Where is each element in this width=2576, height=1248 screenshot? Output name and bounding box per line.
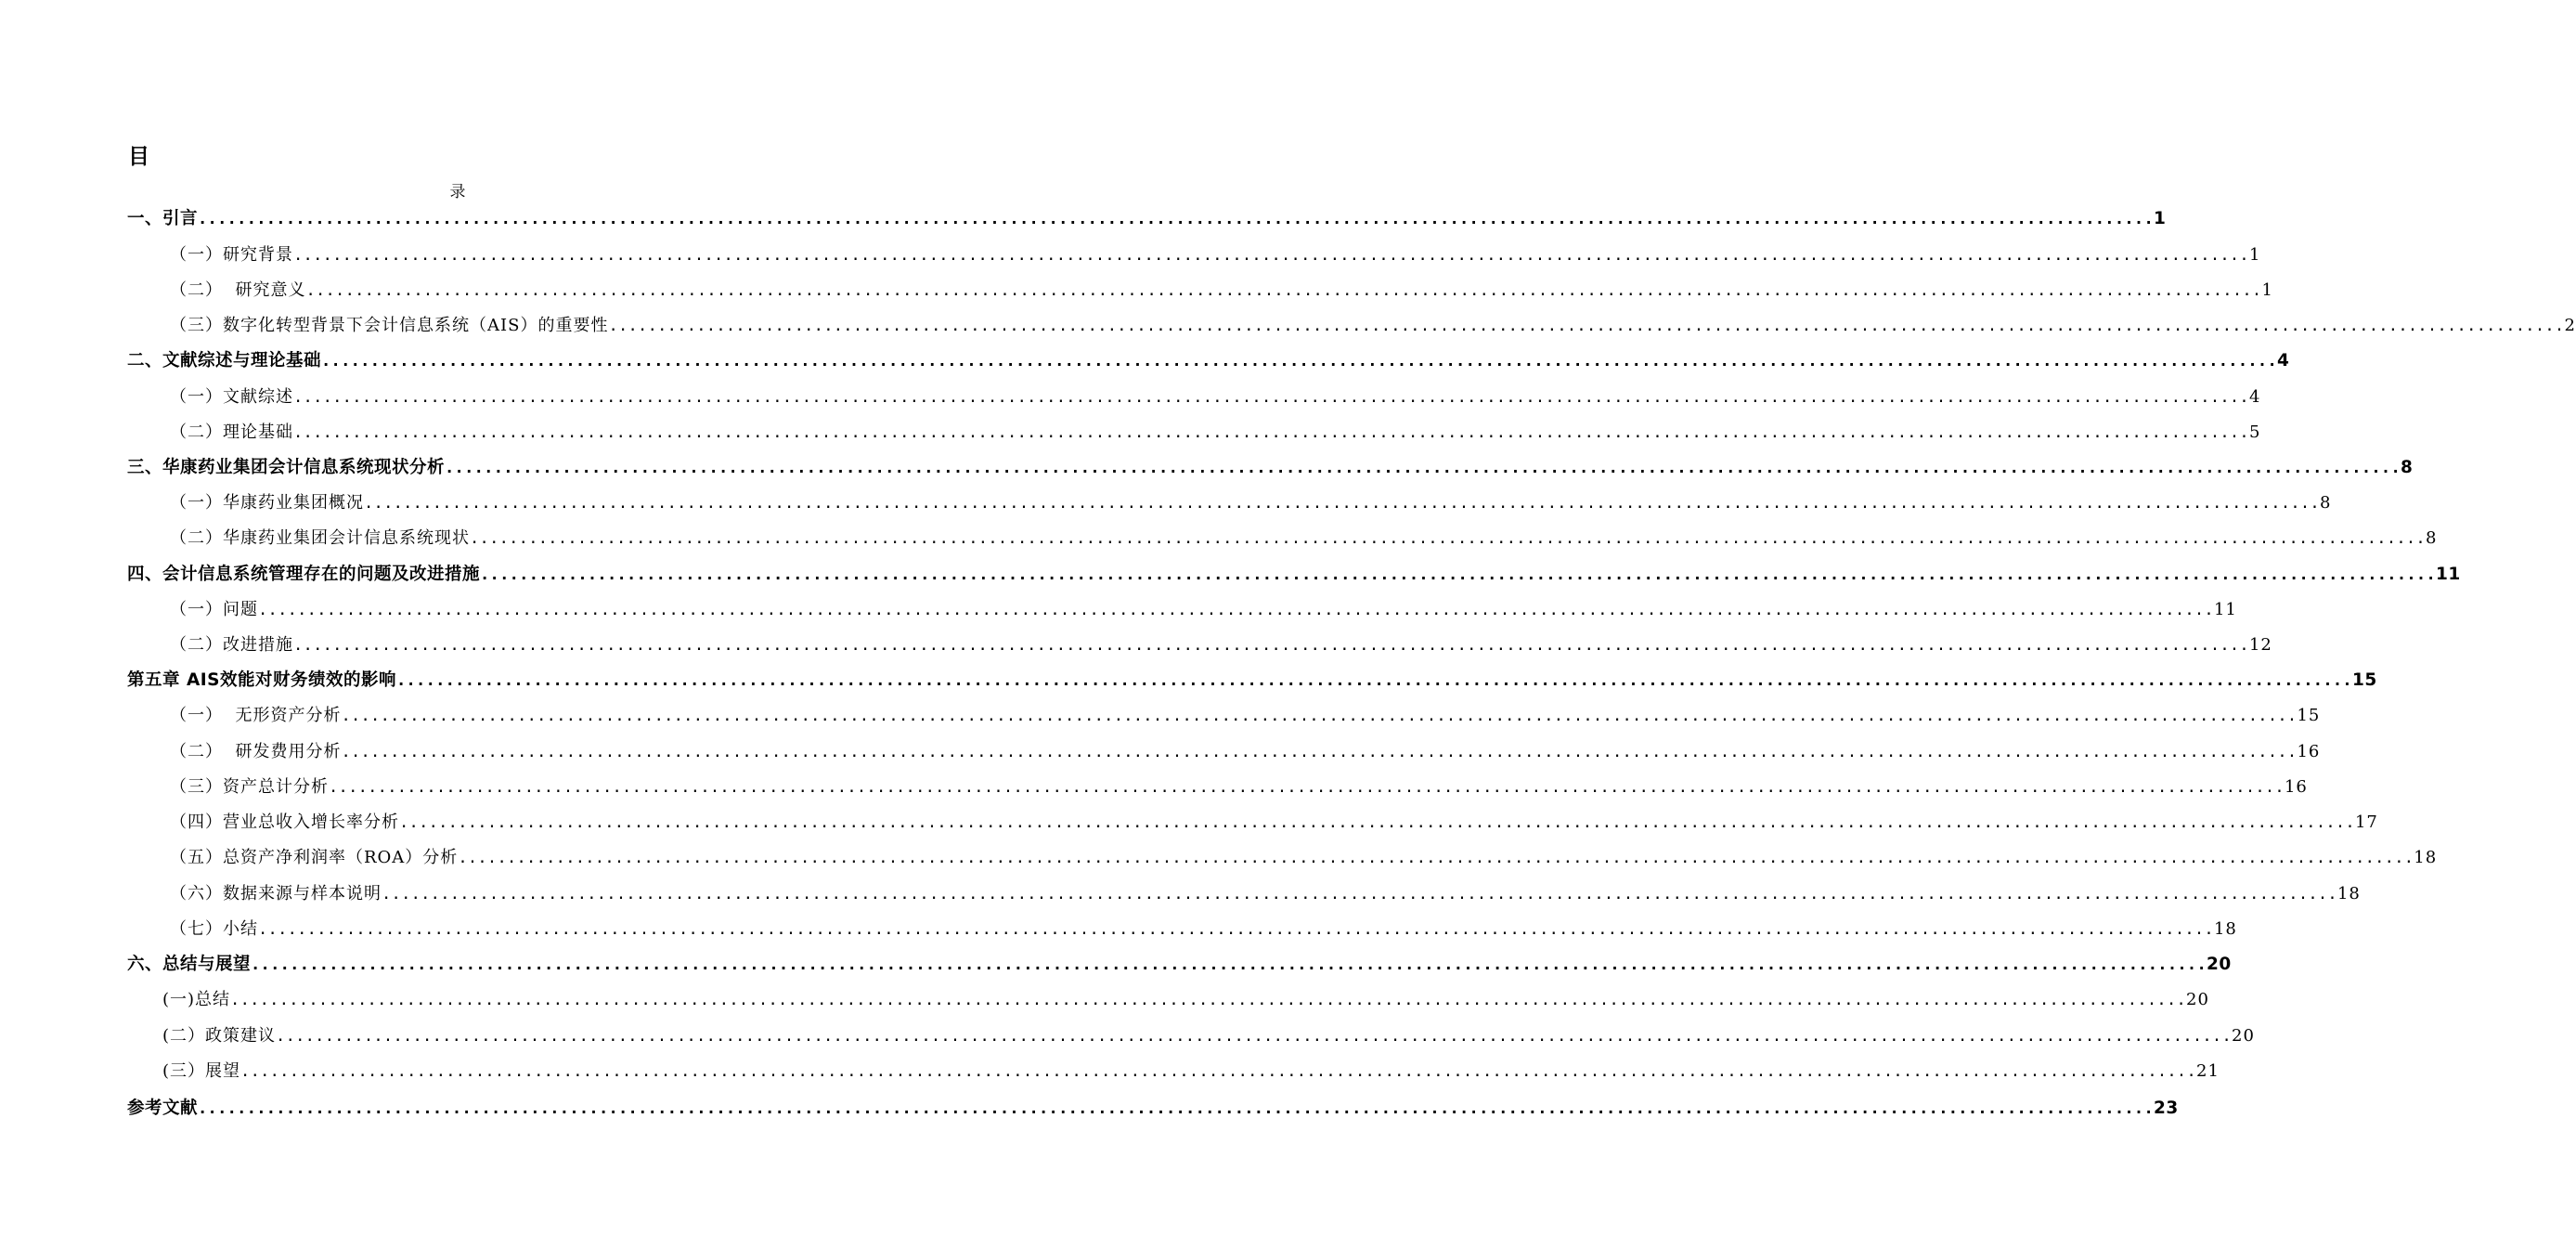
toc-entry-text: （五）总资产净利润率（ROA）分析 <box>170 848 459 867</box>
toc-entry-page: 18 <box>2337 884 2361 904</box>
toc-entry-text: （三）资产总计分析 <box>170 777 329 797</box>
dot-leader: ........................................................................................................................................................................................................ <box>399 813 2355 832</box>
toc-entry-page: 8 <box>2425 528 2438 548</box>
toc-entry-section[interactable] <box>170 313 2576 339</box>
toc-entry-page: 17 <box>2354 812 2378 832</box>
toc-entry-page: 12 <box>2248 635 2272 655</box>
toc-entry-section[interactable] <box>162 987 2209 1013</box>
toc-entry-section[interactable] <box>162 1023 2255 1049</box>
toc-entry-chapter[interactable] <box>127 952 2232 978</box>
toc-entry-page: 8 <box>2401 458 2414 477</box>
toc-entry-section[interactable] <box>170 845 2438 871</box>
toc-entry-page: 5 <box>2248 422 2261 442</box>
toc-entry-text: (一)总结 <box>162 990 231 1009</box>
toc-entry-section[interactable] <box>170 632 2272 658</box>
toc-entry-section[interactable] <box>170 703 2321 729</box>
dot-leader: ........................................................................................................................................................................................................ <box>341 707 2298 725</box>
toc-entry-page: 20 <box>2207 955 2232 974</box>
toc-entry-text: （三）数字化转型背景下会计信息系统（AIS）的重要性 <box>170 316 609 335</box>
dot-leader: ........................................................................................................................................................................................................ <box>329 778 2285 797</box>
dot-leader: ........................................................................................................................................................................................................ <box>305 281 2262 300</box>
dot-leader: ........................................................................................................................................................................................................ <box>293 246 2249 265</box>
dot-leader: ........................................................................................................................................................................................................ <box>258 601 2214 619</box>
toc-entry-text: （二）华康药业集团会计信息系统现状 <box>170 528 470 548</box>
toc-entry-page: 8 <box>2319 493 2332 513</box>
toc-entry-text: (三）展望 <box>162 1061 241 1081</box>
toc-entry-chapter[interactable] <box>127 668 2377 694</box>
dot-leader: ........................................................................................................................................................................................................ <box>198 210 2154 228</box>
toc-entry-chapter[interactable] <box>127 206 2167 232</box>
toc-entry-text: （一）文献综述 <box>170 387 293 407</box>
dot-leader: ........................................................................................................................................................................................................ <box>395 671 2352 690</box>
dot-leader: ........................................................................................................................................................................................................ <box>293 423 2249 442</box>
toc-title-part1: 目 <box>128 145 149 169</box>
toc-entry-page: 18 <box>2213 919 2237 939</box>
toc-entry-text: 四、会计信息系统管理存在的问题及改进措施 <box>127 565 481 584</box>
toc-entry-page: 1 <box>2261 280 2273 300</box>
toc-entry-section[interactable] <box>170 278 2273 304</box>
dot-leader: ........................................................................................................................................................................................................ <box>364 494 2320 513</box>
toc-entry-text: （一）研究背景 <box>170 245 293 265</box>
dot-leader: ........................................................................................................................................................................................................ <box>480 566 2436 584</box>
dot-leader: ........................................................................................................................................................................................................ <box>321 352 2277 370</box>
toc-entry-page: 11 <box>2436 565 2461 584</box>
toc-entry-page: 16 <box>2284 777 2308 797</box>
toc-entry-section[interactable] <box>170 420 2261 446</box>
toc-entry-text: （二）理论基础 <box>170 422 293 442</box>
toc-entry-page: 4 <box>2248 387 2261 407</box>
toc-entry-section[interactable] <box>170 739 2321 765</box>
toc-entry-page: 1 <box>2248 245 2261 265</box>
toc-entry-page: 4 <box>2277 351 2290 370</box>
toc-entry-text: （一） 无形资产分析 <box>170 706 342 725</box>
dot-leader: ........................................................................................................................................................................................................ <box>251 956 2207 974</box>
toc-entry-text: （六）数据来源与样本说明 <box>170 884 382 904</box>
dot-leader: ........................................................................................................................................................................................................ <box>341 743 2298 761</box>
dot-leader: ........................................................................................................................................................................................................ <box>240 1062 2197 1081</box>
toc-entry-page: 15 <box>2351 670 2377 690</box>
toc-entry-page: 18 <box>2414 848 2438 867</box>
toc-entry-page: 21 <box>2196 1061 2220 1081</box>
toc-entry-page: 16 <box>2297 742 2321 761</box>
toc-entry-page: 11 <box>2213 600 2237 619</box>
toc-entry-section[interactable] <box>170 597 2237 623</box>
dot-leader: ........................................................................................................................................................................................................ <box>230 991 2187 1009</box>
dot-leader: ........................................................................................................................................................................................................ <box>293 636 2249 655</box>
dot-leader: ........................................................................................................................................................................................................ <box>276 1027 2233 1046</box>
toc-entry-text: （一）华康药业集团概况 <box>170 493 364 513</box>
toc-title-part2: 录 <box>449 183 466 202</box>
dot-leader: ........................................................................................................................................................................................................ <box>258 920 2214 939</box>
toc-entry-page: 20 <box>2186 990 2209 1009</box>
toc-entry-section[interactable] <box>170 490 2332 516</box>
toc-entry-section[interactable] <box>170 526 2438 552</box>
toc-entry-section[interactable] <box>170 810 2378 836</box>
dot-leader: ........................................................................................................................................................................................................ <box>608 317 2565 335</box>
toc-entry-section[interactable] <box>170 384 2261 410</box>
dot-leader: ........................................................................................................................................................................................................ <box>382 885 2337 904</box>
toc-entry-section[interactable] <box>162 1059 2220 1085</box>
toc-entry-text: （二） 研发费用分析 <box>170 742 342 761</box>
toc-entry-page: 2 <box>2564 316 2576 335</box>
toc-entry-text: 二、文献综述与理论基础 <box>127 351 322 370</box>
toc-entry-text: 六、总结与展望 <box>127 955 252 974</box>
toc-entry-text: 第五章 AIS效能对财务绩效的影响 <box>127 670 396 690</box>
dot-leader: ........................................................................................................................................................................................................ <box>293 388 2249 407</box>
toc-entry-chapter[interactable] <box>127 562 2461 588</box>
toc-entry-chapter[interactable] <box>127 455 2414 481</box>
toc-entry-text: 一、引言 <box>127 209 199 228</box>
toc-entry-page: 20 <box>2232 1026 2255 1046</box>
dot-leader: ........................................................................................................................................................................................................ <box>198 1099 2154 1118</box>
toc-entry-section[interactable] <box>170 242 2261 268</box>
toc-entry-text: (二）政策建议 <box>162 1026 277 1046</box>
dot-leader: ........................................................................................................................................................................................................ <box>445 459 2401 477</box>
dot-leader: ........................................................................................................................................................................................................ <box>458 849 2414 867</box>
toc-entry-text: 三、华康药业集团会计信息系统现状分析 <box>127 458 446 477</box>
toc-entry-text: （一）问题 <box>170 600 258 619</box>
toc-entry-section[interactable] <box>170 881 2361 907</box>
dot-leader: ........................................................................................................................................................................................................ <box>470 529 2426 548</box>
toc-entry-page: 23 <box>2154 1098 2179 1118</box>
toc-entry-section[interactable] <box>170 774 2308 800</box>
toc-entry-page: 1 <box>2154 209 2167 228</box>
toc-entry-text: （二）改进措施 <box>170 635 293 655</box>
toc-entry-section[interactable] <box>170 916 2237 942</box>
toc-entry-chapter[interactable] <box>127 348 2290 374</box>
toc-entry-chapter[interactable] <box>127 1096 2179 1122</box>
toc-entry-text: （四）营业总收入增长率分析 <box>170 812 399 832</box>
toc-entry-text: （二） 研究意义 <box>170 280 306 300</box>
toc-entry-page: 15 <box>2297 706 2321 725</box>
toc-entry-text: 参考文献 <box>127 1098 199 1118</box>
toc-entry-text: （七）小结 <box>170 919 258 939</box>
